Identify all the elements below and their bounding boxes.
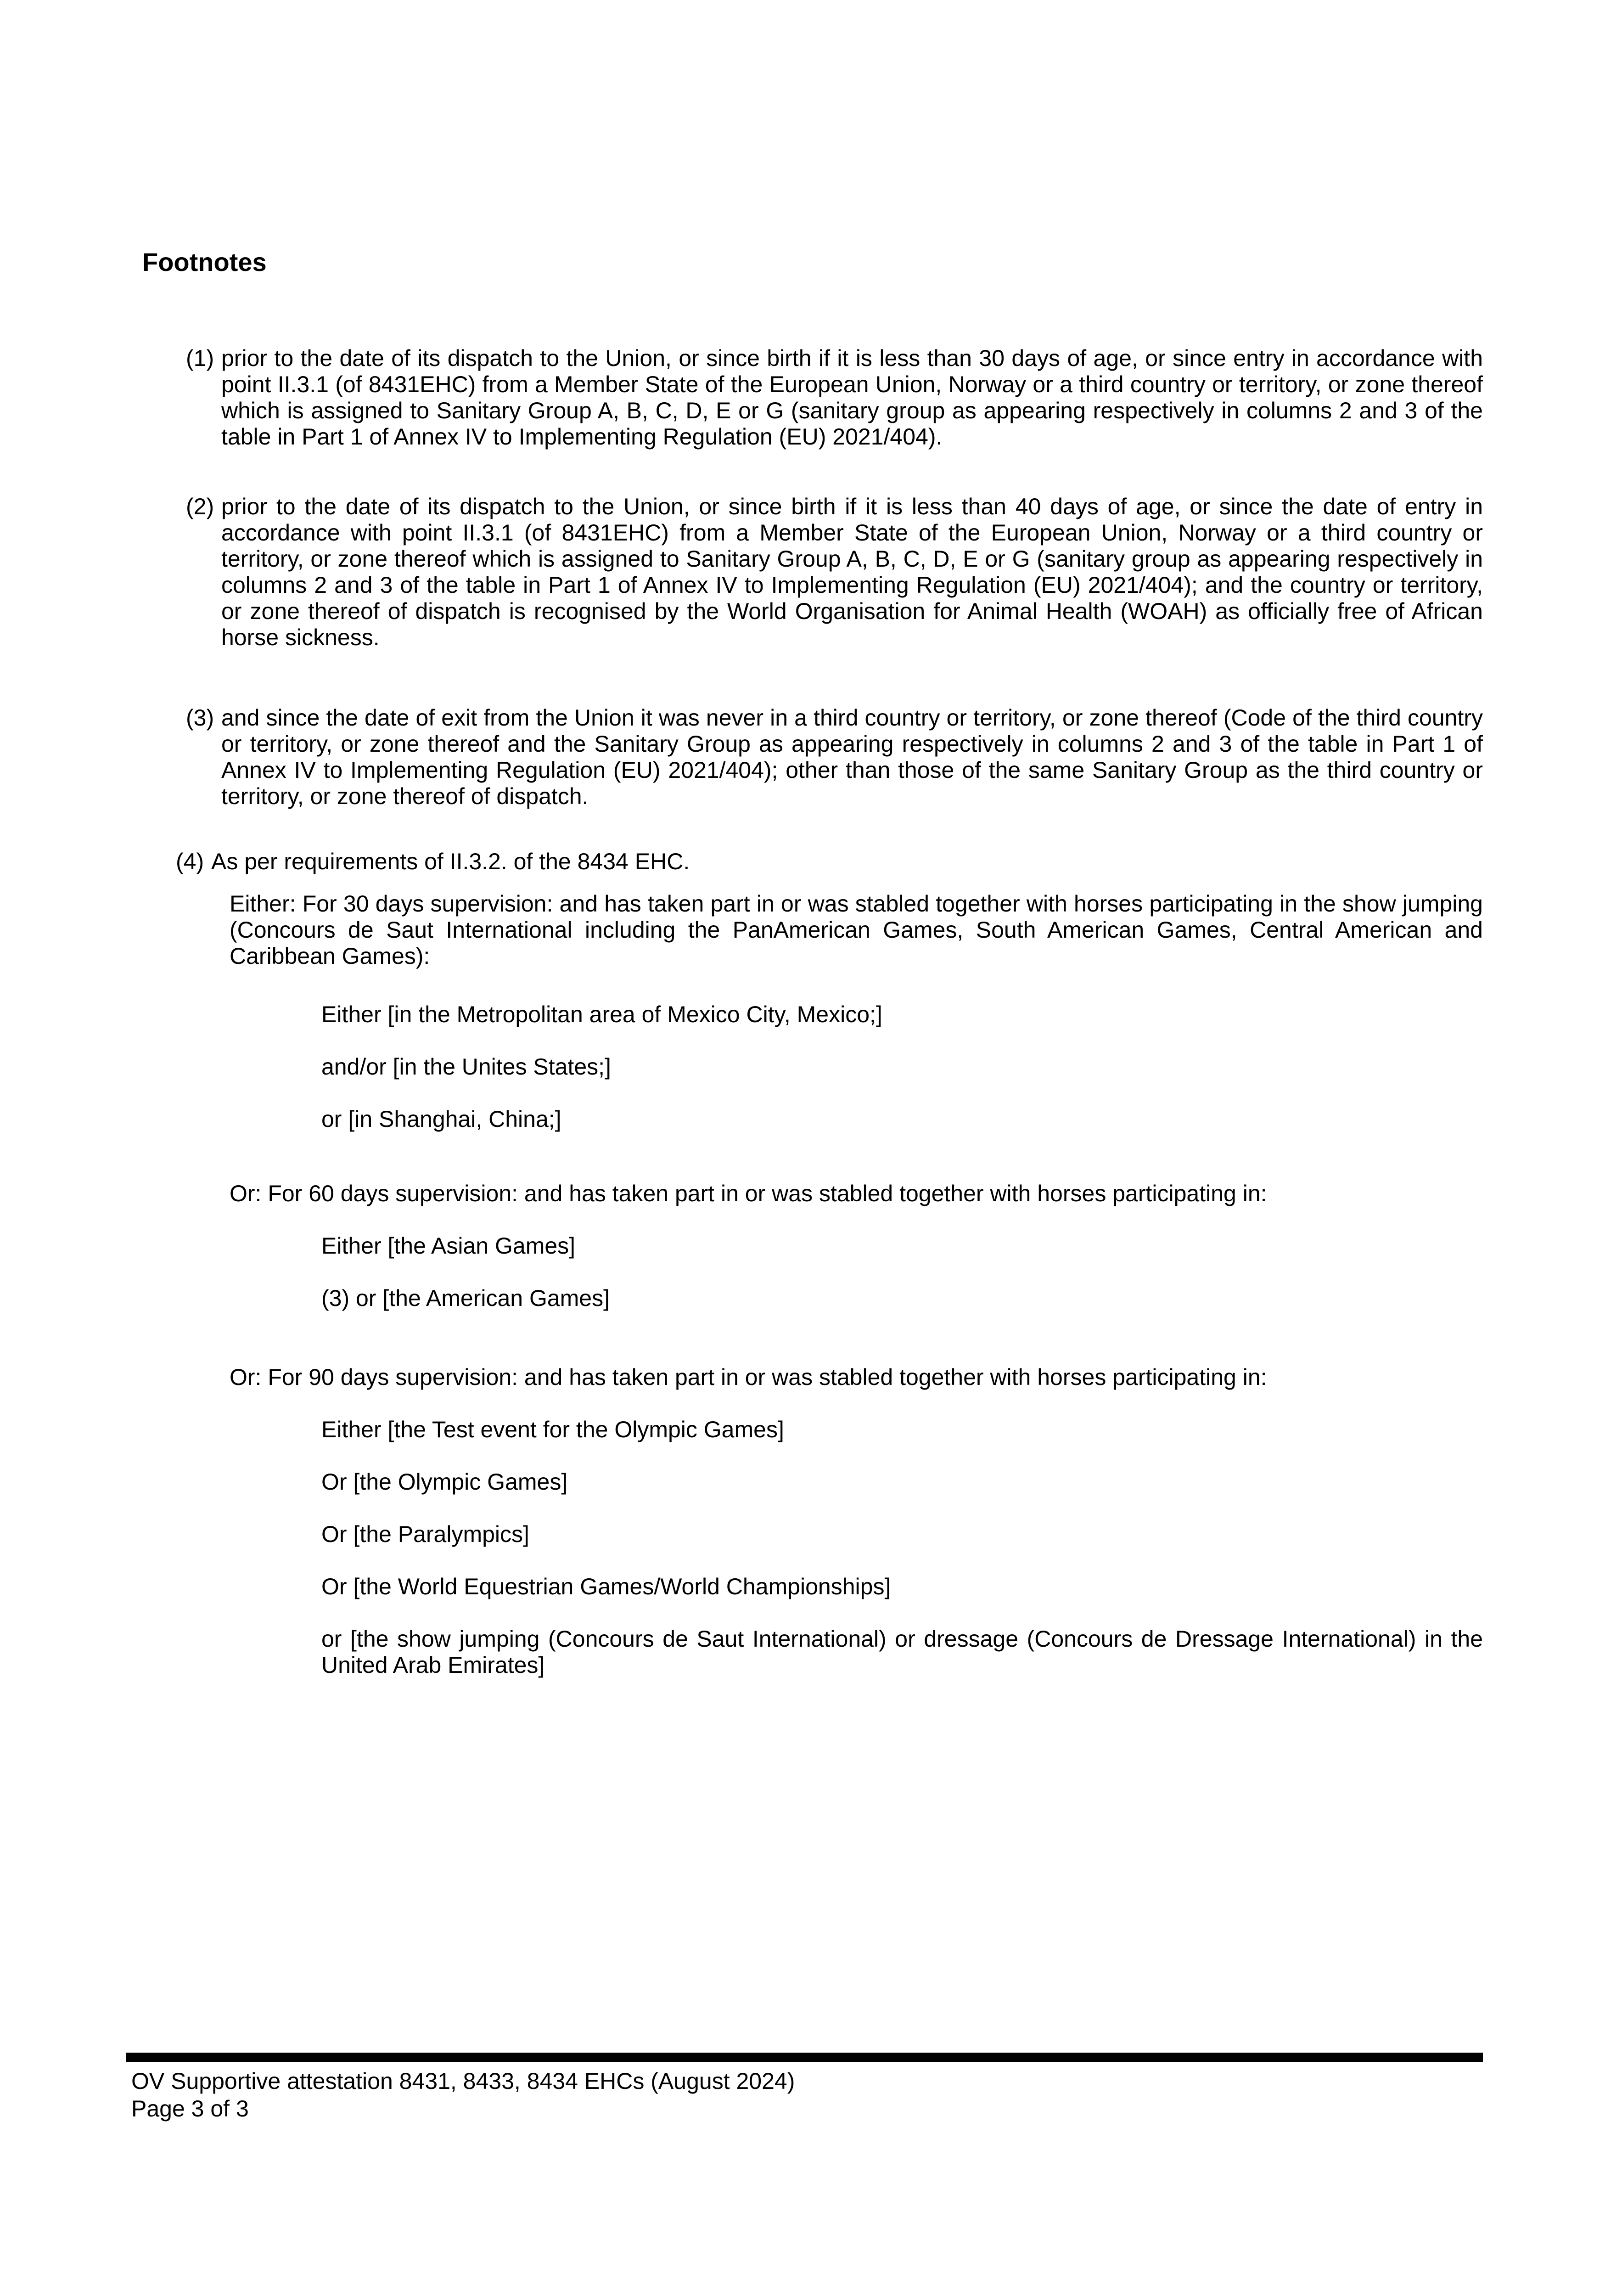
footnote-2 [142, 494, 1483, 651]
footnote-2-marker: (2) [186, 494, 214, 519]
footnote-3-marker: (3) [186, 705, 214, 731]
footnote-1 [142, 345, 1483, 450]
supervision-30-option-3: or [in Shanghai, China;] [321, 1106, 561, 1132]
supervision-90-option-5: or [the show jumping (Concours de Saut International) or dressage (Concours de Dressage International) in the United Arab Emirates] [321, 1626, 1483, 1678]
footnotes-heading: Footnotes [142, 248, 267, 276]
supervision-30-days-intro: Either: For 30 days supervision: and has taken part in or was stabled together with horses participating in the show jumping (Concours de Saut International including the PanAmerican Games, South American Games, Central American and Caribbean Games): [230, 891, 1483, 969]
footnote-3 [142, 705, 1483, 810]
supervision-30-option-1: Either [in the Metropolitan area of Mexico City, Mexico;] [321, 1002, 882, 1027]
footnote-1-text: prior to the date of its dispatch to the Union, or since birth if it is less than 30 days of age, or since entry in accordance with point II.3.1 (of 8431EHC) from a Member State of the European Union, Norway or a third country or territory, or zone thereof which is assigned to Sanitary Group A, B, C, D, E or G (sanitary group as appearing respectively in columns 2 and 3 of the table in Part 1 of Annex IV to Implementing Regulation (EU) 2021/404). [221, 345, 1483, 450]
supervision-60-option-1: Either [the Asian Games] [321, 1233, 576, 1259]
supervision-90-option-4: Or [the World Equestrian Games/World Championships] [321, 1574, 891, 1599]
supervision-90-option-3: Or [the Paralympics] [321, 1521, 529, 1547]
supervision-90-days-intro: Or: For 90 days supervision: and has taken part in or was stabled together with horses participating in: [230, 1364, 1267, 1390]
footer-divider-rule [126, 2053, 1483, 2062]
footnote-3-text: and since the date of exit from the Union it was never in a third country or territory, or zone thereof (Code of the third country or territory, or zone thereof and the Sanitary Group as appearing respectively in columns 2 and 3 of the table in Part 1 of Annex IV to Implementing Regulation (EU) 2021/404); other than those of the same Sanitary Group as the third country or territory, or zone thereof of dispatch. [221, 705, 1483, 809]
footnotes-section [142, 248, 1483, 1678]
page-footer [126, 2053, 1483, 2122]
supervision-60-days-intro: Or: For 60 days supervision: and has taken part in or was stabled together with horses participating in: [230, 1181, 1267, 1206]
footnote-4-text: As per requirements of II.3.2. of the 8434 EHC. [211, 849, 690, 874]
supervision-60-option-2: (3) or [the American Games] [321, 1285, 610, 1311]
footnote-4 [142, 849, 1483, 875]
footnote-2-text: prior to the date of its dispatch to the Union, or since birth if it is less than 40 days of age, or since the date of entry in accordance with point II.3.1 (of 8431EHC) from a Member State of the European Union, Norway or a third country or territory, or zone thereof which is assigned to Sanitary Group A, B, C, D, E or G (sanitary group as appearing respectively in columns 2 and 3 of the table in Part 1 of Annex IV to Implementing Regulation (EU) 2021/404); and the country or territory, or zone thereof of dispatch is recognised by the World Organisation for Animal Health (WOAH) as officially free of African horse sickness. [221, 494, 1483, 650]
supervision-90-option-1: Either [the Test event for the Olympic Games] [321, 1417, 784, 1442]
footer-doc-title: OV Supportive attestation 8431, 8433, 8434 EHCs (August 2024) [131, 2068, 795, 2094]
footer-page-number: Page 3 of 3 [131, 2096, 249, 2122]
footnote-1-marker: (1) [186, 345, 214, 371]
footnote-4-marker: (4) [176, 849, 204, 874]
supervision-90-option-2: Or [the Olympic Games] [321, 1469, 568, 1495]
supervision-30-option-2: and/or [in the Unites States;] [321, 1054, 611, 1080]
